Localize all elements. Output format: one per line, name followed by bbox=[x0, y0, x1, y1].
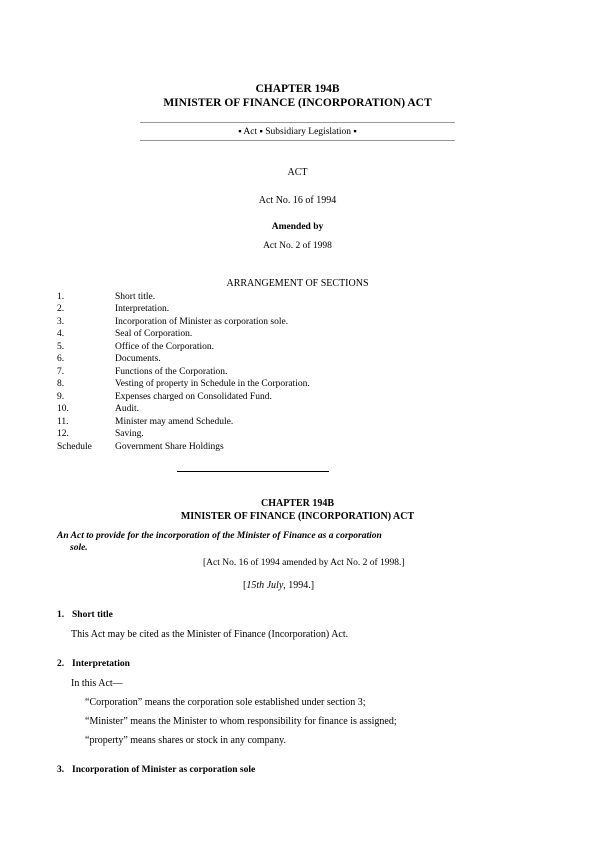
long-title-cont: sole. bbox=[70, 543, 88, 553]
toc-num: 6. bbox=[57, 354, 65, 364]
toc-title: Government Share Holdings bbox=[115, 442, 224, 452]
toc-title: Documents. bbox=[115, 354, 161, 364]
toc-row[interactable] bbox=[57, 328, 192, 340]
toc-title: Expenses charged on Consolidated Fund. bbox=[115, 392, 272, 402]
section-num: 1. bbox=[57, 610, 65, 620]
toc-title: Saving. bbox=[115, 429, 144, 439]
toc-title: Seal of Corporation. bbox=[115, 329, 193, 339]
date-open: [ bbox=[243, 580, 247, 591]
toc-row[interactable] bbox=[57, 441, 224, 453]
toc-num: 3. bbox=[57, 317, 65, 327]
toc-row[interactable] bbox=[57, 316, 288, 328]
section-text: In this Act— bbox=[71, 678, 123, 689]
toc-row[interactable] bbox=[57, 341, 214, 353]
section-title: Interpretation bbox=[72, 659, 130, 669]
toc-row[interactable] bbox=[57, 366, 227, 378]
definition: “property” means shares or stock in any company. bbox=[85, 735, 286, 746]
toc-num: 7. bbox=[57, 367, 65, 377]
act-heading: ACT bbox=[287, 167, 308, 178]
arrangement-heading: ARRANGEMENT OF SECTIONS bbox=[226, 278, 369, 289]
toc-num: Schedule bbox=[57, 442, 92, 452]
toc-row[interactable] bbox=[57, 378, 310, 390]
toc-num: 12. bbox=[57, 429, 69, 439]
act-title: MINISTER OF FINANCE (INCORPORATION) ACT bbox=[163, 97, 432, 109]
date-day: 15th July bbox=[246, 580, 284, 591]
commencement-date bbox=[243, 580, 314, 591]
body-chapter-title: CHAPTER 194B bbox=[260, 498, 335, 509]
toc-row[interactable] bbox=[57, 403, 139, 415]
definition: “Corporation” means the corporation sole established under section 3; bbox=[85, 697, 366, 708]
section-heading bbox=[57, 765, 255, 775]
toc-num: 10. bbox=[57, 404, 69, 414]
toc-num: 11. bbox=[57, 417, 69, 427]
section-num: 2. bbox=[57, 659, 65, 669]
legislation-nav[interactable]: ▪ Act ▪ Subsidiary Legislation ▪ bbox=[238, 127, 357, 137]
amended-by-label: Amended by bbox=[271, 222, 324, 232]
toc-row[interactable] bbox=[57, 416, 233, 428]
section-heading bbox=[57, 659, 130, 669]
toc-num: 4. bbox=[57, 329, 65, 339]
long-title: An Act to provide for the incorporation of the Minister of Finance as a corporation bbox=[57, 531, 382, 541]
toc-row[interactable] bbox=[57, 391, 272, 403]
toc-row[interactable] bbox=[57, 428, 144, 440]
divider bbox=[140, 140, 455, 141]
toc-title: Audit. bbox=[115, 404, 140, 414]
chapter-title: CHAPTER 194B bbox=[255, 83, 340, 95]
toc-title: Short title. bbox=[115, 292, 156, 302]
toc-num: 9. bbox=[57, 392, 65, 402]
body-act-title: MINISTER OF FINANCE (INCORPORATION) ACT bbox=[180, 511, 415, 522]
section-divider bbox=[177, 471, 329, 472]
toc-row[interactable] bbox=[57, 291, 155, 303]
section-num: 3. bbox=[57, 765, 65, 775]
divider bbox=[140, 122, 455, 123]
definition: “Minister” means the Minister to whom responsibility for finance is assigned; bbox=[85, 716, 397, 727]
toc-num: 1. bbox=[57, 292, 65, 302]
amended-by-act: Act No. 2 of 1998 bbox=[263, 241, 332, 251]
section-title: Incorporation of Minister as corporation sole bbox=[72, 765, 256, 775]
toc-title: Functions of the Corporation. bbox=[115, 367, 228, 377]
section-heading bbox=[57, 610, 113, 620]
toc-title: Office of the Corporation. bbox=[115, 342, 215, 352]
toc-num: 5. bbox=[57, 342, 65, 352]
toc-title: Vesting of property in Schedule in the Corporation. bbox=[115, 379, 310, 389]
toc-row[interactable] bbox=[57, 303, 169, 315]
act-number: Act No. 16 of 1994 bbox=[258, 195, 337, 206]
toc-num: 8. bbox=[57, 379, 65, 389]
date-rest: , 1994.] bbox=[283, 580, 315, 591]
section-text: This Act may be cited as the Minister of Finance (Incorporation) Act. bbox=[71, 629, 349, 640]
toc-title: Minister may amend Schedule. bbox=[115, 417, 234, 427]
toc-title: Interpretation. bbox=[115, 304, 170, 314]
toc-title: Incorporation of Minister as corporation sole. bbox=[115, 317, 289, 327]
toc-num: 2. bbox=[57, 304, 65, 314]
citation: [Act No. 16 of 1994 amended by Act No. 2 of 1998.] bbox=[203, 558, 405, 568]
toc-row[interactable] bbox=[57, 353, 161, 365]
section-title: Short title bbox=[72, 610, 113, 620]
